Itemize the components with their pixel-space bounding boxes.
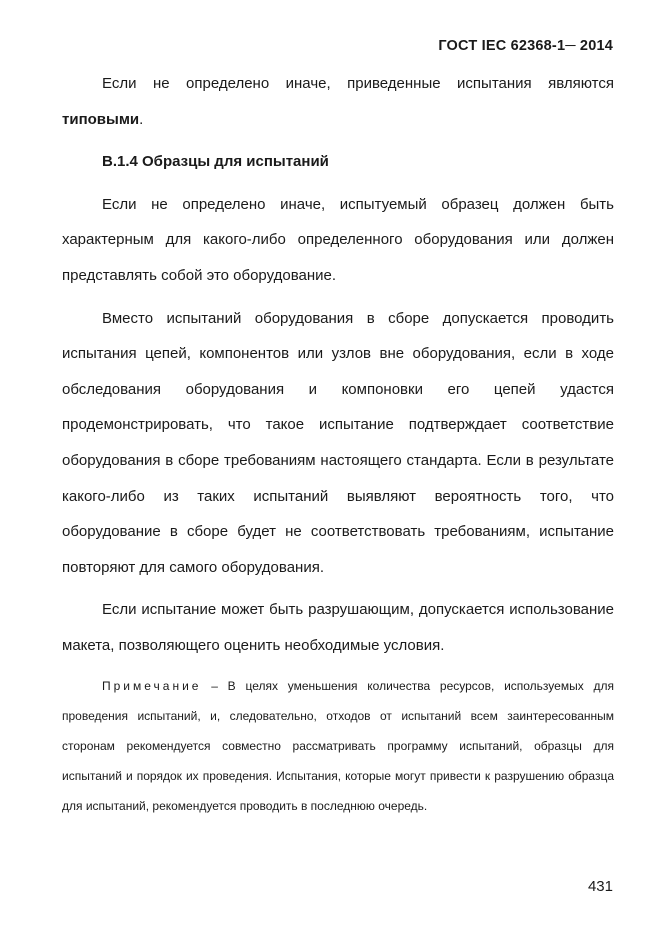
paragraph-tail: . <box>139 110 144 128</box>
note-text: – В целях уменьшения количества ресурсов, используемых для проведения испытаний, и, следовательно, отходов от испытаний всем заинтересованным сторонам рекомендуется совместно рассматривать программу испытаний, образцы для испытаний и порядок их проведения. Испытания, которые могут привести к разрушению образца для испытаний, рекомендуется проводить в последнюю очередь. <box>62 678 614 813</box>
bold-term: типовыми <box>62 110 140 128</box>
page-number: 431 <box>587 878 613 895</box>
paragraph-text: Если не определено иначе, приведенные испытания являются <box>102 75 614 92</box>
page-body <box>62 66 614 821</box>
section-heading: B.1.4 Образцы для испытаний <box>102 153 329 171</box>
paragraph-sample-requirement: Если не определено иначе, испытуемый образец должен быть характерным для какого-либо определенного оборудования или должен представлять собой это оборудование. <box>62 195 614 284</box>
note-paragraph <box>62 671 614 821</box>
paragraph-destructive-tests: Если испытание может быть разрушающим, допускается использование макета, позволяющего оценить необходимые условия. <box>62 601 614 654</box>
note-label: Примечание <box>102 678 202 693</box>
paragraph-type-tests <box>62 66 614 137</box>
document-code-header: ГОСТ IEC 62368-1─ 2014 <box>438 38 613 54</box>
paragraph-assembly-tests: Вместо испытаний оборудования в сборе допускается проводить испытания цепей, компонентов или узлов вне оборудования, если в ходе обследования оборудования и компоновки его цепей удастся продемонстрировать, что такое испытание подтверждает соответствие оборудования в сборе требованиям настоящего стандарта. Если в результате какого-либо из таких испытаний выявляют вероятность того, что оборудование в сборе будет не соответствовать требованиям, испытание повторяют для самого оборудования. <box>62 309 614 576</box>
